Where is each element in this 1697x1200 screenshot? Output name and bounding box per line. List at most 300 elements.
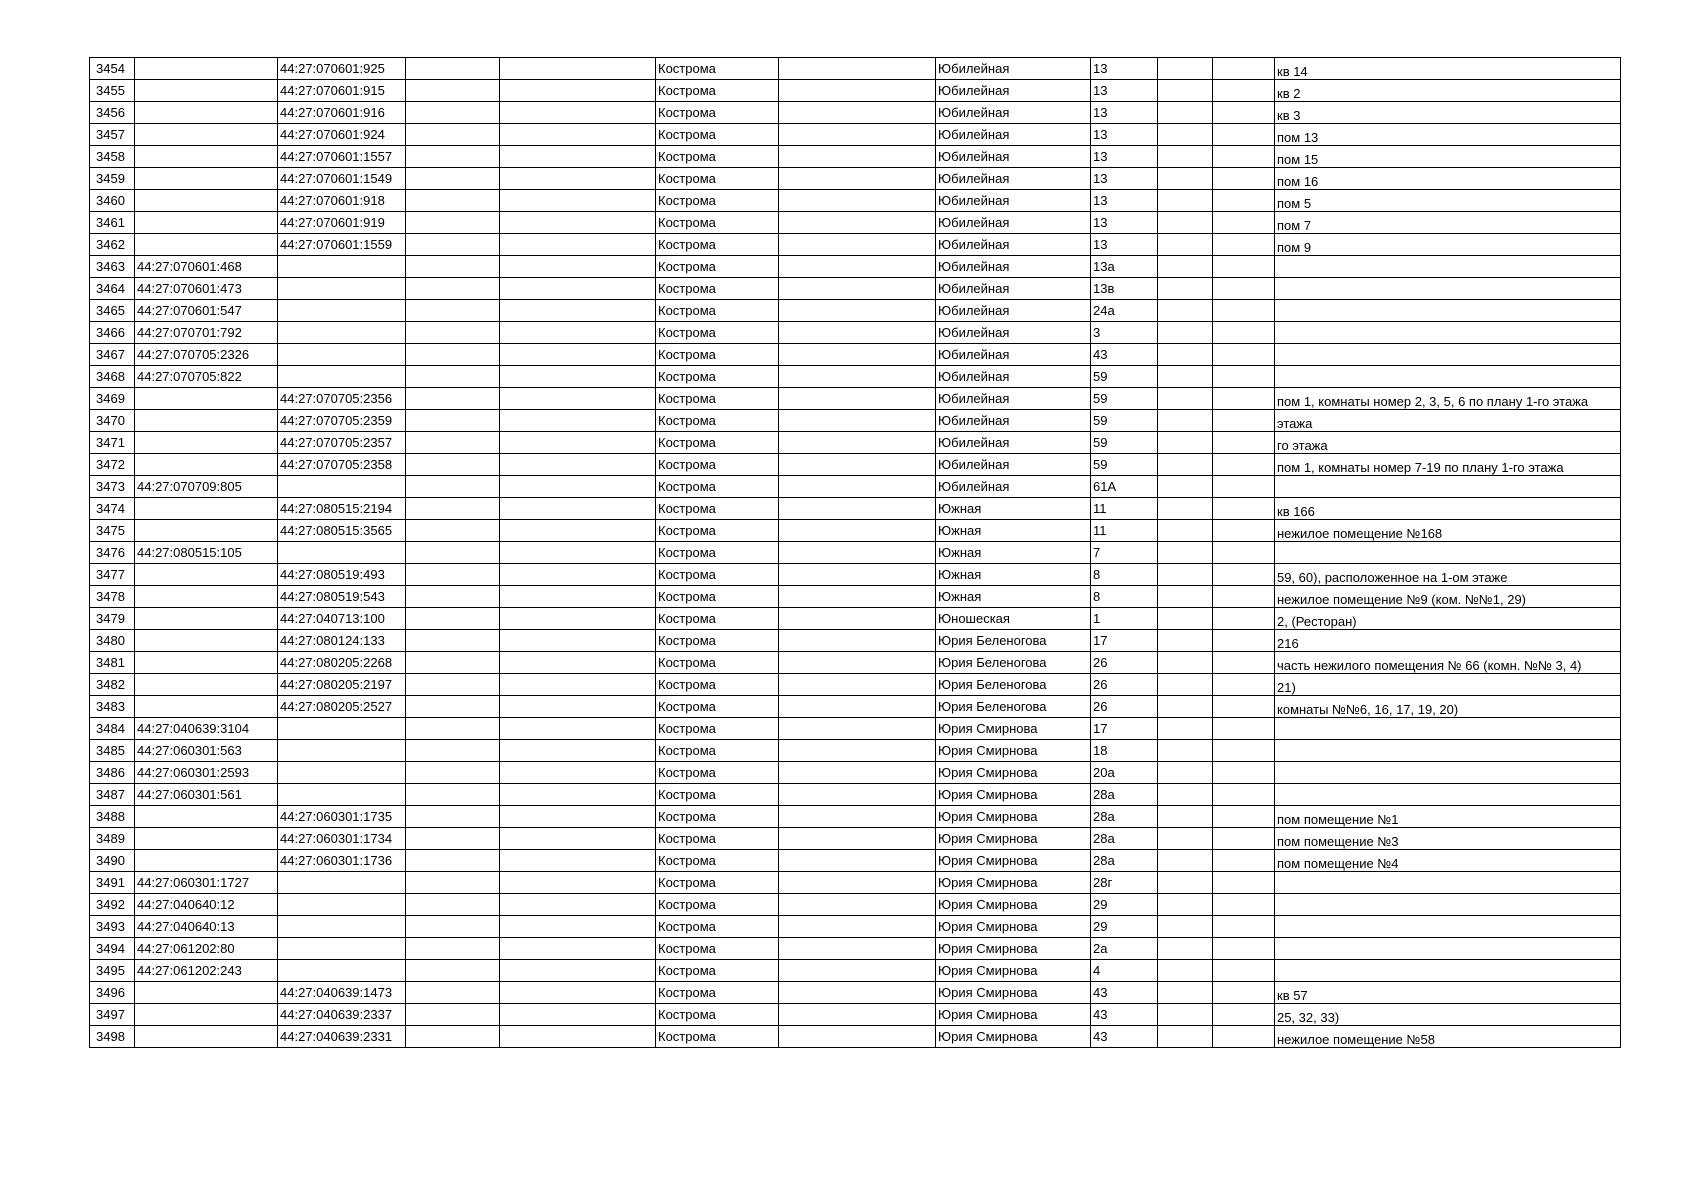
empty-cell — [406, 234, 500, 256]
house-cell: 13 — [1091, 124, 1158, 146]
premises-note-cell: 216 — [1275, 630, 1621, 652]
empty-cell — [406, 586, 500, 608]
empty-cell — [500, 476, 656, 498]
object-cadastral-cell: 44:27:070601:919 — [278, 212, 406, 234]
table-row — [90, 960, 1621, 982]
city-cell: Кострома — [656, 454, 779, 476]
object-cadastral-cell — [278, 256, 406, 278]
land-cadastral-cell — [135, 828, 278, 850]
table-row — [90, 388, 1621, 410]
house-cell: 13 — [1091, 146, 1158, 168]
table-row — [90, 784, 1621, 806]
empty-cell — [406, 366, 500, 388]
empty-cell — [406, 476, 500, 498]
city-cell: Кострома — [656, 124, 779, 146]
table-row — [90, 212, 1621, 234]
empty-cell — [500, 454, 656, 476]
land-cadastral-cell — [135, 674, 278, 696]
empty-cell — [500, 322, 656, 344]
city-cell: Кострома — [656, 278, 779, 300]
row-number-cell: 3496 — [90, 982, 135, 1004]
empty-cell — [406, 1004, 500, 1026]
row-number-cell: 3486 — [90, 762, 135, 784]
premises-note-cell — [1275, 872, 1621, 894]
object-cadastral-cell: 44:27:080515:2194 — [278, 498, 406, 520]
empty-cell — [500, 124, 656, 146]
table-row — [90, 190, 1621, 212]
city-cell: Кострома — [656, 696, 779, 718]
house-cell: 59 — [1091, 410, 1158, 432]
empty-cell — [1158, 498, 1213, 520]
street-cell: Юбилейная — [936, 80, 1091, 102]
empty-cell — [779, 740, 936, 762]
empty-cell — [779, 982, 936, 1004]
street-cell: Юбилейная — [936, 212, 1091, 234]
street-cell: Юбилейная — [936, 454, 1091, 476]
house-cell: 26 — [1091, 674, 1158, 696]
empty-cell — [1213, 542, 1275, 564]
table-row — [90, 410, 1621, 432]
city-cell: Кострома — [656, 58, 779, 80]
land-cadastral-cell — [135, 80, 278, 102]
empty-cell — [500, 938, 656, 960]
empty-cell — [1213, 476, 1275, 498]
empty-cell — [406, 850, 500, 872]
table-row — [90, 652, 1621, 674]
premises-note-cell: пом помещение №1 — [1275, 806, 1621, 828]
land-cadastral-cell: 44:27:070705:822 — [135, 366, 278, 388]
empty-cell — [1213, 410, 1275, 432]
street-cell: Юбилейная — [936, 344, 1091, 366]
object-cadastral-cell: 44:27:080519:543 — [278, 586, 406, 608]
city-cell: Кострома — [656, 762, 779, 784]
empty-cell — [406, 916, 500, 938]
table-row — [90, 256, 1621, 278]
table-row — [90, 718, 1621, 740]
house-cell: 59 — [1091, 388, 1158, 410]
row-number-cell: 3472 — [90, 454, 135, 476]
empty-cell — [1158, 476, 1213, 498]
row-number-cell: 3477 — [90, 564, 135, 586]
object-cadastral-cell: 44:27:080519:493 — [278, 564, 406, 586]
empty-cell — [1158, 938, 1213, 960]
object-cadastral-cell: 44:27:080515:3565 — [278, 520, 406, 542]
table-row — [90, 586, 1621, 608]
row-number-cell: 3468 — [90, 366, 135, 388]
premises-note-cell: пом помещение №3 — [1275, 828, 1621, 850]
land-cadastral-cell — [135, 454, 278, 476]
table-row — [90, 476, 1621, 498]
city-cell: Кострома — [656, 960, 779, 982]
empty-cell — [1158, 256, 1213, 278]
street-cell: Юрия Смирнова — [936, 938, 1091, 960]
table-row — [90, 608, 1621, 630]
street-cell: Юрия Смирнова — [936, 740, 1091, 762]
empty-cell — [1158, 80, 1213, 102]
empty-cell — [1213, 58, 1275, 80]
house-cell: 13а — [1091, 256, 1158, 278]
row-number-cell: 3473 — [90, 476, 135, 498]
house-cell: 28а — [1091, 806, 1158, 828]
empty-cell — [406, 300, 500, 322]
row-number-cell: 3465 — [90, 300, 135, 322]
empty-cell — [779, 586, 936, 608]
land-cadastral-cell: 44:27:060301:1727 — [135, 872, 278, 894]
street-cell: Юбилейная — [936, 256, 1091, 278]
empty-cell — [1213, 784, 1275, 806]
street-cell: Юрия Беленогова — [936, 630, 1091, 652]
empty-cell — [779, 1004, 936, 1026]
empty-cell — [500, 828, 656, 850]
row-number-cell: 3475 — [90, 520, 135, 542]
empty-cell — [779, 696, 936, 718]
land-cadastral-cell — [135, 168, 278, 190]
empty-cell — [1213, 850, 1275, 872]
empty-cell — [1213, 190, 1275, 212]
land-cadastral-cell: 44:27:060301:2593 — [135, 762, 278, 784]
premises-note-cell: часть нежилого помещения № 66 (комн. №№ 3, 4) — [1275, 652, 1621, 674]
empty-cell — [1213, 960, 1275, 982]
house-cell: 11 — [1091, 498, 1158, 520]
empty-cell — [1158, 806, 1213, 828]
premises-note-cell: кв 57 — [1275, 982, 1621, 1004]
empty-cell — [406, 432, 500, 454]
empty-cell — [500, 564, 656, 586]
empty-cell — [1213, 234, 1275, 256]
street-cell: Южная — [936, 586, 1091, 608]
premises-note-cell: го этажа — [1275, 432, 1621, 454]
street-cell: Юрия Смирнова — [936, 784, 1091, 806]
empty-cell — [779, 256, 936, 278]
row-number-cell: 3479 — [90, 608, 135, 630]
empty-cell — [779, 124, 936, 146]
street-cell: Юрия Беленогова — [936, 696, 1091, 718]
empty-cell — [1158, 872, 1213, 894]
empty-cell — [779, 960, 936, 982]
empty-cell — [500, 212, 656, 234]
city-cell: Кострома — [656, 256, 779, 278]
empty-cell — [406, 388, 500, 410]
empty-cell — [406, 256, 500, 278]
table-row — [90, 762, 1621, 784]
empty-cell — [1158, 102, 1213, 124]
row-number-cell: 3495 — [90, 960, 135, 982]
empty-cell — [500, 58, 656, 80]
empty-cell — [1158, 630, 1213, 652]
empty-cell — [1213, 762, 1275, 784]
table-row — [90, 344, 1621, 366]
empty-cell — [779, 476, 936, 498]
table-row — [90, 564, 1621, 586]
empty-cell — [779, 344, 936, 366]
object-cadastral-cell: 44:27:040639:2331 — [278, 1026, 406, 1048]
land-cadastral-cell — [135, 410, 278, 432]
house-cell: 26 — [1091, 652, 1158, 674]
table-row — [90, 982, 1621, 1004]
street-cell: Юбилейная — [936, 278, 1091, 300]
land-cadastral-cell — [135, 652, 278, 674]
premises-note-cell: пом 13 — [1275, 124, 1621, 146]
object-cadastral-cell: 44:27:080205:2197 — [278, 674, 406, 696]
premises-note-cell: 25, 32, 33) — [1275, 1004, 1621, 1026]
land-cadastral-cell — [135, 564, 278, 586]
city-cell: Кострома — [656, 938, 779, 960]
empty-cell — [1213, 674, 1275, 696]
land-cadastral-cell: 44:27:070601:468 — [135, 256, 278, 278]
house-cell: 2а — [1091, 938, 1158, 960]
object-cadastral-cell — [278, 476, 406, 498]
empty-cell — [406, 608, 500, 630]
object-cadastral-cell: 44:27:070705:2357 — [278, 432, 406, 454]
street-cell: Юрия Смирнова — [936, 960, 1091, 982]
land-cadastral-cell — [135, 630, 278, 652]
land-cadastral-cell — [135, 498, 278, 520]
street-cell: Южная — [936, 498, 1091, 520]
premises-note-cell — [1275, 762, 1621, 784]
empty-cell — [500, 718, 656, 740]
table-row — [90, 872, 1621, 894]
empty-cell — [1213, 982, 1275, 1004]
empty-cell — [406, 322, 500, 344]
empty-cell — [1213, 124, 1275, 146]
land-cadastral-cell — [135, 520, 278, 542]
object-cadastral-cell: 44:27:040639:2337 — [278, 1004, 406, 1026]
empty-cell — [779, 608, 936, 630]
house-cell: 59 — [1091, 432, 1158, 454]
object-cadastral-cell — [278, 960, 406, 982]
empty-cell — [406, 212, 500, 234]
table-row — [90, 322, 1621, 344]
object-cadastral-cell: 44:27:070705:2359 — [278, 410, 406, 432]
empty-cell — [406, 278, 500, 300]
empty-cell — [406, 784, 500, 806]
premises-note-cell: пом 7 — [1275, 212, 1621, 234]
premises-note-cell: этажа — [1275, 410, 1621, 432]
empty-cell — [1158, 762, 1213, 784]
empty-cell — [1158, 124, 1213, 146]
house-cell: 28а — [1091, 850, 1158, 872]
city-cell: Кострома — [656, 212, 779, 234]
object-cadastral-cell: 44:27:060301:1734 — [278, 828, 406, 850]
empty-cell — [1213, 80, 1275, 102]
row-number-cell: 3471 — [90, 432, 135, 454]
object-cadastral-cell — [278, 300, 406, 322]
empty-cell — [779, 674, 936, 696]
empty-cell — [500, 806, 656, 828]
empty-cell — [1213, 498, 1275, 520]
empty-cell — [1213, 432, 1275, 454]
empty-cell — [500, 256, 656, 278]
empty-cell — [1213, 1004, 1275, 1026]
premises-note-cell: 59, 60), расположенное на 1-ом этаже — [1275, 564, 1621, 586]
empty-cell — [1213, 322, 1275, 344]
street-cell: Юрия Смирнова — [936, 1004, 1091, 1026]
street-cell: Южная — [936, 564, 1091, 586]
city-cell: Кострома — [656, 168, 779, 190]
house-cell: 43 — [1091, 1004, 1158, 1026]
table-row — [90, 300, 1621, 322]
empty-cell — [779, 762, 936, 784]
empty-cell — [1158, 300, 1213, 322]
house-cell: 13в — [1091, 278, 1158, 300]
empty-cell — [500, 366, 656, 388]
land-cadastral-cell: 44:27:070601:473 — [135, 278, 278, 300]
row-number-cell: 3492 — [90, 894, 135, 916]
empty-cell — [500, 300, 656, 322]
empty-cell — [1158, 190, 1213, 212]
empty-cell — [779, 652, 936, 674]
object-cadastral-cell — [278, 762, 406, 784]
street-cell: Юбилейная — [936, 58, 1091, 80]
empty-cell — [406, 168, 500, 190]
house-cell: 26 — [1091, 696, 1158, 718]
house-cell: 28а — [1091, 828, 1158, 850]
empty-cell — [406, 696, 500, 718]
empty-cell — [779, 58, 936, 80]
land-cadastral-cell — [135, 234, 278, 256]
object-cadastral-cell: 44:27:070601:1549 — [278, 168, 406, 190]
empty-cell — [1213, 872, 1275, 894]
empty-cell — [500, 608, 656, 630]
premises-note-cell — [1275, 740, 1621, 762]
empty-cell — [1213, 388, 1275, 410]
land-cadastral-cell — [135, 432, 278, 454]
object-cadastral-cell: 44:27:040713:100 — [278, 608, 406, 630]
empty-cell — [500, 498, 656, 520]
table-row — [90, 1004, 1621, 1026]
empty-cell — [500, 784, 656, 806]
empty-cell — [1213, 1026, 1275, 1048]
land-cadastral-cell: 44:27:061202:243 — [135, 960, 278, 982]
empty-cell — [406, 410, 500, 432]
empty-cell — [779, 718, 936, 740]
land-cadastral-cell — [135, 806, 278, 828]
row-number-cell: 3469 — [90, 388, 135, 410]
city-cell: Кострома — [656, 784, 779, 806]
empty-cell — [779, 432, 936, 454]
row-number-cell: 3491 — [90, 872, 135, 894]
empty-cell — [500, 102, 656, 124]
object-cadastral-cell — [278, 740, 406, 762]
empty-cell — [1158, 410, 1213, 432]
empty-cell — [500, 696, 656, 718]
premises-note-cell — [1275, 916, 1621, 938]
object-cadastral-cell — [278, 938, 406, 960]
city-cell: Кострома — [656, 674, 779, 696]
premises-note-cell — [1275, 960, 1621, 982]
house-cell: 61А — [1091, 476, 1158, 498]
empty-cell — [406, 652, 500, 674]
object-cadastral-cell: 44:27:070705:2358 — [278, 454, 406, 476]
empty-cell — [1158, 850, 1213, 872]
house-cell: 8 — [1091, 564, 1158, 586]
premises-note-cell — [1275, 344, 1621, 366]
city-cell: Кострома — [656, 872, 779, 894]
table-row — [90, 278, 1621, 300]
street-cell: Юрия Смирнова — [936, 806, 1091, 828]
empty-cell — [779, 190, 936, 212]
house-cell: 59 — [1091, 454, 1158, 476]
empty-cell — [779, 872, 936, 894]
street-cell: Юрия Смирнова — [936, 718, 1091, 740]
street-cell: Юрия Смирнова — [936, 850, 1091, 872]
empty-cell — [1158, 58, 1213, 80]
city-cell: Кострома — [656, 608, 779, 630]
premises-note-cell: 21) — [1275, 674, 1621, 696]
city-cell: Кострома — [656, 322, 779, 344]
table-row — [90, 146, 1621, 168]
empty-cell — [406, 190, 500, 212]
empty-cell — [406, 146, 500, 168]
empty-cell — [1158, 168, 1213, 190]
street-cell: Юбилейная — [936, 300, 1091, 322]
empty-cell — [779, 498, 936, 520]
premises-note-cell: пом 5 — [1275, 190, 1621, 212]
empty-cell — [500, 80, 656, 102]
empty-cell — [779, 520, 936, 542]
object-cadastral-cell: 44:27:040639:1473 — [278, 982, 406, 1004]
city-cell: Кострома — [656, 1026, 779, 1048]
empty-cell — [1158, 608, 1213, 630]
house-cell: 13 — [1091, 168, 1158, 190]
empty-cell — [779, 410, 936, 432]
object-cadastral-cell: 44:27:070705:2356 — [278, 388, 406, 410]
empty-cell — [1158, 960, 1213, 982]
empty-cell — [779, 542, 936, 564]
table-row — [90, 168, 1621, 190]
empty-cell — [1213, 168, 1275, 190]
table-row — [90, 124, 1621, 146]
house-cell: 24а — [1091, 300, 1158, 322]
empty-cell — [779, 278, 936, 300]
premises-note-cell — [1275, 256, 1621, 278]
house-cell: 59 — [1091, 366, 1158, 388]
empty-cell — [1158, 674, 1213, 696]
empty-cell — [1213, 630, 1275, 652]
city-cell: Кострома — [656, 300, 779, 322]
row-number-cell: 3457 — [90, 124, 135, 146]
empty-cell — [1158, 894, 1213, 916]
house-cell: 11 — [1091, 520, 1158, 542]
city-cell: Кострома — [656, 410, 779, 432]
house-cell: 4 — [1091, 960, 1158, 982]
empty-cell — [1158, 1026, 1213, 1048]
land-cadastral-cell: 44:27:070705:2326 — [135, 344, 278, 366]
street-cell: Юбилейная — [936, 124, 1091, 146]
city-cell: Кострома — [656, 982, 779, 1004]
row-number-cell: 3462 — [90, 234, 135, 256]
empty-cell — [1213, 652, 1275, 674]
table-row — [90, 916, 1621, 938]
object-cadastral-cell: 44:27:070601:924 — [278, 124, 406, 146]
table-row — [90, 630, 1621, 652]
object-cadastral-cell — [278, 344, 406, 366]
table-row — [90, 938, 1621, 960]
object-cadastral-cell: 44:27:080205:2527 — [278, 696, 406, 718]
empty-cell — [406, 80, 500, 102]
premises-note-cell: комнаты №№6, 16, 17, 19, 20) — [1275, 696, 1621, 718]
empty-cell — [500, 190, 656, 212]
city-cell: Кострома — [656, 520, 779, 542]
empty-cell — [1158, 696, 1213, 718]
empty-cell — [1213, 806, 1275, 828]
empty-cell — [1213, 608, 1275, 630]
empty-cell — [1213, 256, 1275, 278]
empty-cell — [1213, 696, 1275, 718]
table-row — [90, 432, 1621, 454]
premises-note-cell — [1275, 300, 1621, 322]
empty-cell — [500, 740, 656, 762]
